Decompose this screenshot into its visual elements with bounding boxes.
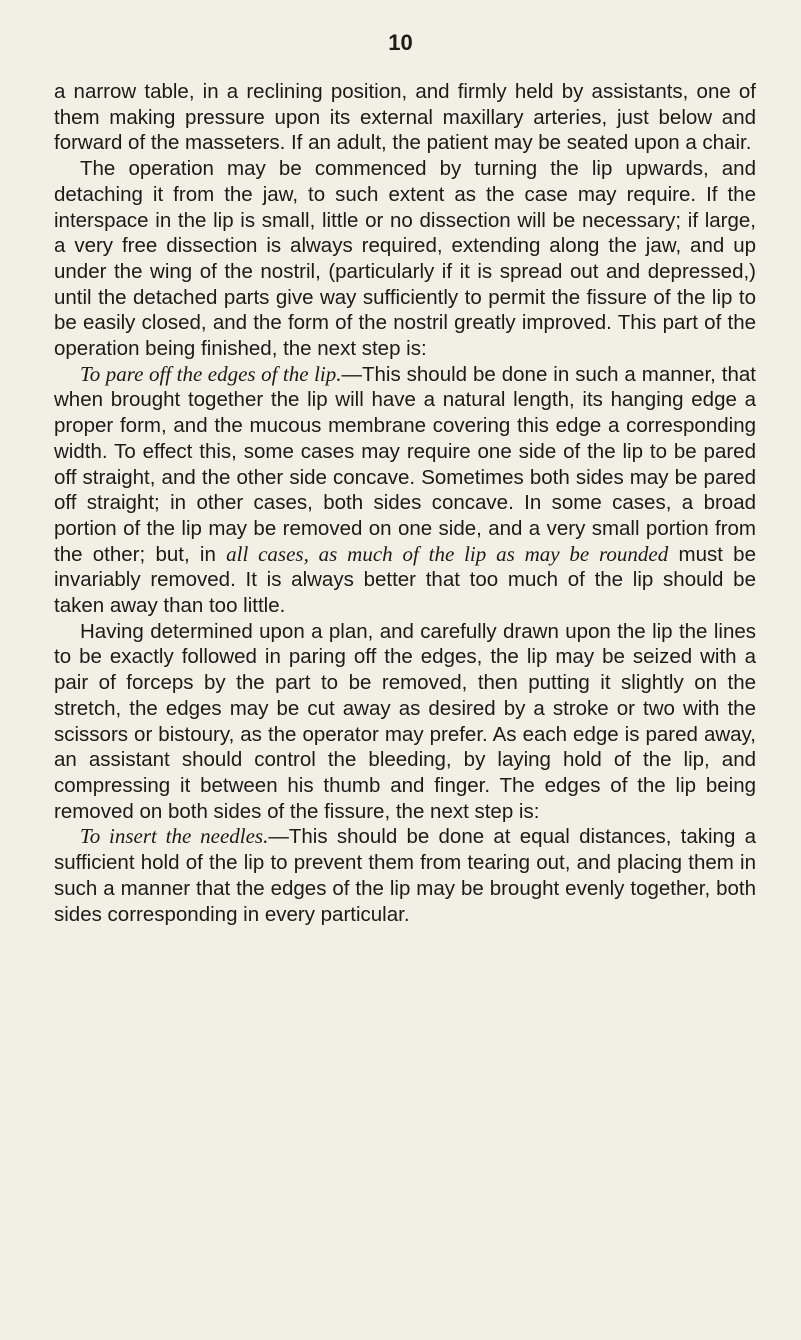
text-run: must be invariably removed. It is always better that too much of the lip should be taken away than too little. — [54, 542, 756, 618]
emphasis-italic: all cases, as much of the lip as may be rounded — [226, 541, 669, 566]
text-run: —This should be done in such a manner, that when brought together the lip will have a natural length, its hanging edge a proper form, and the mucous membrane covering this edge a corresponding width. To effect this, some cases may require one side of the lip to be pared off straight, and the other side concave. Sometimes both sides may be pared off straight; in other cases, both sides concave. In some cases, a broad portion of the lip may be removed on one side, and a very small portion from the other; but, in — [54, 362, 756, 566]
paragraph — [54, 156, 756, 362]
text-run: —This should be done at equal distances, taking a sufficient hold of the lip to prevent them from tearing out, and placing them in such a manner that the edges of the lip may be brought evenly together, both sides corresponding in every particular. — [54, 825, 756, 926]
paragraph — [54, 619, 756, 825]
body-text — [54, 79, 756, 927]
text-run: Having determined upon a plan, and carefully drawn upon the lip the lines to be exactly followed in paring off the edges, the lip may be seized with a pair of forceps by the part to be removed, then putting it slightly on the stretch, the edges may be cut away as desired by a stroke or two with the scissors or bistoury, as the operator may prefer. As each edge is pared away, an assistant should control the bleeding, by laying hold of the lip, and compressing it between his thumb and finger. The edges of the lip being removed on both sides of the fissure, the next step is: — [54, 619, 756, 823]
paragraph — [54, 362, 756, 619]
page-number: 10 — [388, 30, 413, 55]
paragraph — [54, 824, 756, 927]
section-heading-italic: To insert the needles. — [80, 824, 269, 849]
paragraph — [54, 79, 756, 156]
section-heading-italic: To pare off the edges of the lip. — [80, 361, 342, 386]
text-run: a narrow table, in a reclining position, and firmly held by assistants, one of them making pressure upon its external maxillary arteries, just below and forward of the masseters. If an adult, the patient may be seated upon a chair. — [54, 80, 756, 155]
text-run: The operation may be commenced by turning the lip upwards, and detaching it from the jaw, to such extent as the case may require. If the interspace in the lip is small, little or no dissection will be necessary; if large, a very free dissection is always required, extending along the jaw, and up under the wing of the nostril, (particularly if it is spread out and depressed,) until the detached parts give way sufficiently to permit the fissure of the lip to be easily closed, and the form of the nostril greatly improved. This part of the operation being finished, the next step is: — [54, 157, 756, 361]
